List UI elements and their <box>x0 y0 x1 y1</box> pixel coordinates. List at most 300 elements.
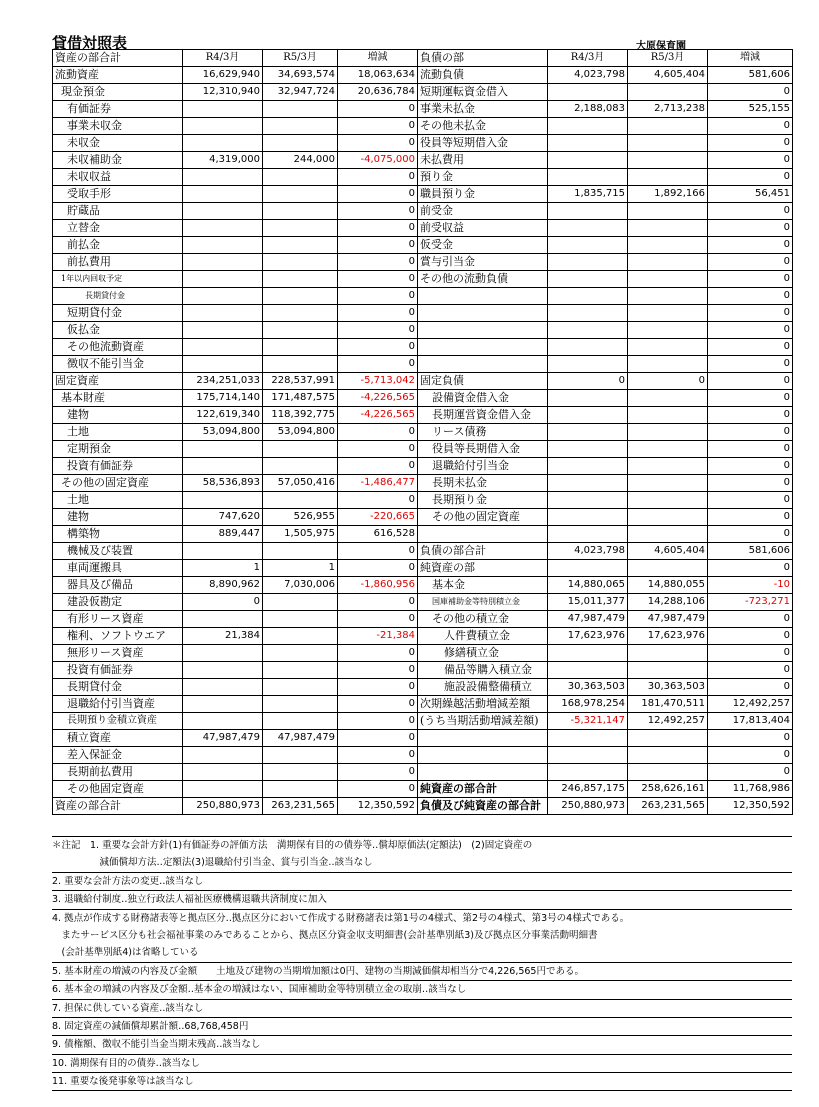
liability-label: 次期繰越活動増減差額 <box>418 696 548 713</box>
liability-r4: 15,011,377 <box>548 594 628 611</box>
liability-r4 <box>548 84 628 101</box>
asset-r4: 47,987,479 <box>183 730 263 747</box>
liability-r5: 17,623,976 <box>628 628 708 645</box>
liability-r5 <box>628 237 708 254</box>
liability-r5: 1,892,166 <box>628 186 708 203</box>
asset-diff: 0 <box>338 611 418 628</box>
asset-label: 積立資産 <box>53 730 183 747</box>
asset-r4 <box>183 747 263 764</box>
liability-diff: 581,606 <box>708 67 793 84</box>
liability-r4 <box>548 492 628 509</box>
asset-diff: 12,350,592 <box>338 798 418 815</box>
asset-label: 貯蔵品 <box>53 203 183 220</box>
liability-label: 流動負債 <box>418 67 548 84</box>
asset-r5: 47,987,479 <box>263 730 338 747</box>
asset-r5 <box>263 764 338 781</box>
asset-r5 <box>263 322 338 339</box>
asset-r5 <box>263 628 338 645</box>
asset-r5 <box>263 441 338 458</box>
asset-r5: 263,231,565 <box>263 798 338 815</box>
liability-diff: 0 <box>708 560 793 577</box>
liability-label: 役員等長期借入金 <box>418 441 548 458</box>
liability-label: 短期運転資金借入 <box>418 84 548 101</box>
asset-r4 <box>183 492 263 509</box>
liability-label: 国庫補助金等特別積立金 <box>418 594 548 611</box>
asset-r5: 244,000 <box>263 152 338 169</box>
liability-label: 前受収益 <box>418 220 548 237</box>
liability-r4 <box>548 475 628 492</box>
liability-r4 <box>548 747 628 764</box>
asset-label: 投資有価証券 <box>53 662 183 679</box>
asset-r4 <box>183 645 263 662</box>
asset-diff: 0 <box>338 543 418 560</box>
liability-label: 設備資金借入金 <box>418 390 548 407</box>
liability-r4: -5,321,147 <box>548 713 628 730</box>
asset-diff: 0 <box>338 101 418 118</box>
liability-label: その他未払金 <box>418 118 548 135</box>
note-line: 2. 重要な会計方法の変更‥該当なし <box>52 873 792 891</box>
table-row <box>53 135 793 152</box>
asset-label: 基本財産 <box>53 390 183 407</box>
asset-diff: 0 <box>338 271 418 288</box>
asset-r5 <box>263 696 338 713</box>
asset-r5 <box>263 492 338 509</box>
asset-r4 <box>183 696 263 713</box>
asset-r4 <box>183 118 263 135</box>
asset-label: 投資有価証券 <box>53 458 183 475</box>
table-row <box>53 271 793 288</box>
asset-diff: 0 <box>338 764 418 781</box>
asset-label: 車両運搬具 <box>53 560 183 577</box>
asset-r5 <box>263 747 338 764</box>
liability-r4 <box>548 288 628 305</box>
table-row <box>53 730 793 747</box>
liability-r5 <box>628 169 708 186</box>
note-line: 11. 重要な後発事象等は該当なし <box>52 1073 792 1091</box>
liability-label: 負債及び純資産の部合計 <box>418 798 548 815</box>
asset-label: 建設仮勘定 <box>53 594 183 611</box>
asset-diff: 0 <box>338 305 418 322</box>
asset-r4: 4,319,000 <box>183 152 263 169</box>
liability-label: その他の積立金 <box>418 611 548 628</box>
asset-r4 <box>183 220 263 237</box>
liability-diff: 0 <box>708 407 793 424</box>
asset-label: 徴収不能引当金 <box>53 356 183 373</box>
asset-label: 前払費用 <box>53 254 183 271</box>
asset-label: その他固定資産 <box>53 781 183 798</box>
liability-diff: 0 <box>708 203 793 220</box>
liability-r5: 30,363,503 <box>628 679 708 696</box>
liability-r4 <box>548 645 628 662</box>
liability-r5 <box>628 441 708 458</box>
liability-r4 <box>548 560 628 577</box>
asset-diff: 0 <box>338 713 418 730</box>
asset-diff: 0 <box>338 492 418 509</box>
asset-diff: 0 <box>338 237 418 254</box>
asset-label: 長期貸付金 <box>53 679 183 696</box>
asset-label: 長期預り金積立資産 <box>53 713 183 730</box>
liability-r4: 14,880,065 <box>548 577 628 594</box>
asset-r4 <box>183 662 263 679</box>
note-line: 9. 債権額、徴収不能引当金当期末残高‥該当なし <box>52 1036 792 1054</box>
asset-r4: 8,890,962 <box>183 577 263 594</box>
liability-r5 <box>628 747 708 764</box>
note-line: 8. 固定資産の減価償却累計額‥68,768,458円 <box>52 1018 792 1036</box>
liability-r4 <box>548 254 628 271</box>
table-row <box>53 509 793 526</box>
header-r4: R4/3月 <box>183 50 263 67</box>
asset-diff: 0 <box>338 186 418 203</box>
asset-label: 機械及び装置 <box>53 543 183 560</box>
note-line: 10. 満期保有目的の債券‥該当なし <box>52 1055 792 1073</box>
asset-label: 1年以内回収予定 <box>53 271 183 288</box>
liability-r5: 258,626,161 <box>628 781 708 798</box>
asset-label: 流動資産 <box>53 67 183 84</box>
asset-label: 固定資産 <box>53 373 183 390</box>
asset-diff: 0 <box>338 356 418 373</box>
liability-r5 <box>628 152 708 169</box>
liability-r4 <box>548 203 628 220</box>
liability-diff: 0 <box>708 305 793 322</box>
asset-diff: -21,384 <box>338 628 418 645</box>
liability-r5 <box>628 492 708 509</box>
liability-label: 固定負債 <box>418 373 548 390</box>
liability-diff: 0 <box>708 390 793 407</box>
asset-r5: 171,487,575 <box>263 390 338 407</box>
liability-label: 負債の部合計 <box>418 543 548 560</box>
asset-label: 器具及び備品 <box>53 577 183 594</box>
liability-diff: 0 <box>708 220 793 237</box>
header-r4b: R4/3月 <box>548 50 628 67</box>
liability-r4 <box>548 271 628 288</box>
asset-label: 立替金 <box>53 220 183 237</box>
asset-r4: 747,620 <box>183 509 263 526</box>
table-row <box>53 492 793 509</box>
liability-label <box>418 526 548 543</box>
liability-label: その他の固定資産 <box>418 509 548 526</box>
table-row <box>53 696 793 713</box>
header-liabilities: 負債の部 <box>418 50 548 67</box>
liability-r5 <box>628 662 708 679</box>
asset-r5 <box>263 135 338 152</box>
liability-r4: 17,623,976 <box>548 628 628 645</box>
liability-diff: 0 <box>708 288 793 305</box>
table-row <box>53 441 793 458</box>
table-row <box>53 118 793 135</box>
asset-r5: 1 <box>263 560 338 577</box>
liability-diff: 0 <box>708 152 793 169</box>
liability-label: 長期未払金 <box>418 475 548 492</box>
asset-r5: 7,030,006 <box>263 577 338 594</box>
asset-r4 <box>183 203 263 220</box>
asset-label: 建物 <box>53 407 183 424</box>
note-line: またサービス区分も社会福祉事業のみであることから、拠点区分資金収支明細書(会計基準別紙3)及び拠点区分事業活動明細書 <box>52 929 598 941</box>
asset-diff: 0 <box>338 662 418 679</box>
liability-r5 <box>628 118 708 135</box>
document-title: 貸借対照表 <box>52 34 128 52</box>
asset-r4: 889,447 <box>183 526 263 543</box>
asset-r4 <box>183 101 263 118</box>
asset-diff: 0 <box>338 730 418 747</box>
asset-r5 <box>263 305 338 322</box>
asset-diff: 0 <box>338 747 418 764</box>
table-row <box>53 424 793 441</box>
liability-r4 <box>548 526 628 543</box>
liability-r4: 4,023,798 <box>548 67 628 84</box>
liability-r4: 1,835,715 <box>548 186 628 203</box>
table-row <box>53 560 793 577</box>
asset-r4: 12,310,940 <box>183 84 263 101</box>
table-header-row <box>53 50 793 67</box>
asset-r4 <box>183 339 263 356</box>
asset-diff: 0 <box>338 594 418 611</box>
asset-label: 差入保証金 <box>53 747 183 764</box>
asset-diff: 0 <box>338 135 418 152</box>
liability-label: 長期預り金 <box>418 492 548 509</box>
liability-r4 <box>548 407 628 424</box>
note-line: 減価償却方法‥定額法(3)退職給付引当金、賞与引当金‥該当なし <box>52 854 792 872</box>
asset-r4 <box>183 288 263 305</box>
liability-label: 修繕積立金 <box>418 645 548 662</box>
table-row <box>53 781 793 798</box>
asset-diff: -5,713,042 <box>338 373 418 390</box>
balance-sheet-table <box>52 49 793 815</box>
liability-r4: 2,188,083 <box>548 101 628 118</box>
asset-diff: 0 <box>338 220 418 237</box>
asset-label: 前払金 <box>53 237 183 254</box>
asset-r5 <box>263 611 338 628</box>
liability-diff: 0 <box>708 424 793 441</box>
liability-diff: 0 <box>708 169 793 186</box>
asset-r5 <box>263 679 338 696</box>
table-row <box>53 798 793 815</box>
liability-r5 <box>628 288 708 305</box>
note-line: 5. 基本財産の増減の内容及び金額 土地及び建物の当期増加額は0円、建物の当期減価償却相当分で4,226,565円である。 <box>52 963 792 981</box>
table-row <box>53 288 793 305</box>
asset-label: 現金預金 <box>53 84 183 101</box>
asset-diff: 18,063,634 <box>338 67 418 84</box>
asset-diff: 0 <box>338 254 418 271</box>
liability-r5 <box>628 390 708 407</box>
asset-r5: 228,537,991 <box>263 373 338 390</box>
liability-r5: 14,880,055 <box>628 577 708 594</box>
liability-label <box>418 305 548 322</box>
liability-r5: 263,231,565 <box>628 798 708 815</box>
table-row <box>53 356 793 373</box>
table-row <box>53 458 793 475</box>
liability-diff: 581,606 <box>708 543 793 560</box>
asset-label: その他流動資産 <box>53 339 183 356</box>
liability-r5: 4,605,404 <box>628 67 708 84</box>
note-line: ＊注記 1. 重要な会計方針(1)有価証券の評価方法 満期保有目的の債券等‥償却原価法(定額法) (2)固定資産の <box>52 840 533 851</box>
asset-r5 <box>263 237 338 254</box>
liability-r4: 47,987,479 <box>548 611 628 628</box>
asset-diff: 0 <box>338 696 418 713</box>
liability-r5: 47,987,479 <box>628 611 708 628</box>
liability-r4: 246,857,175 <box>548 781 628 798</box>
asset-r4 <box>183 305 263 322</box>
liability-r5 <box>628 254 708 271</box>
liability-label <box>418 356 548 373</box>
asset-label: 長期前払費用 <box>53 764 183 781</box>
header-diff: 増減 <box>338 50 418 67</box>
asset-r4: 16,629,940 <box>183 67 263 84</box>
liability-r5 <box>628 271 708 288</box>
table-row <box>53 764 793 781</box>
liability-diff: 11,768,986 <box>708 781 793 798</box>
liability-diff: 0 <box>708 764 793 781</box>
asset-r4 <box>183 781 263 798</box>
liability-diff: 0 <box>708 373 793 390</box>
asset-label: 未収金 <box>53 135 183 152</box>
asset-r4 <box>183 322 263 339</box>
liability-r5 <box>628 220 708 237</box>
asset-diff: 0 <box>338 458 418 475</box>
table-row <box>53 220 793 237</box>
asset-r5 <box>263 203 338 220</box>
liability-diff: 0 <box>708 679 793 696</box>
asset-diff: 0 <box>338 424 418 441</box>
table-row <box>53 390 793 407</box>
asset-label: 有形リース資産 <box>53 611 183 628</box>
asset-label: 権利、ソフトウエア <box>53 628 183 645</box>
liability-r5 <box>628 509 708 526</box>
asset-diff: 616,528 <box>338 526 418 543</box>
asset-r4 <box>183 237 263 254</box>
asset-label: 有価証券 <box>53 101 183 118</box>
asset-r4: 250,880,973 <box>183 798 263 815</box>
liability-label: 施設設備整備積立 <box>418 679 548 696</box>
liability-label: 役員等短期借入金 <box>418 135 548 152</box>
asset-diff: 0 <box>338 118 418 135</box>
liability-diff: 0 <box>708 356 793 373</box>
asset-diff: -4,075,000 <box>338 152 418 169</box>
liability-r5 <box>628 458 708 475</box>
liability-label: 職員預り金 <box>418 186 548 203</box>
liability-diff: 17,813,404 <box>708 713 793 730</box>
liability-label: 基本金 <box>418 577 548 594</box>
liability-r5: 181,470,511 <box>628 696 708 713</box>
asset-r4: 21,384 <box>183 628 263 645</box>
note-line: 3. 退職給付制度‥独立行政法人福祉医療機構退職共済制度に加入 <box>52 891 792 909</box>
asset-r5 <box>263 288 338 305</box>
liability-diff: 0 <box>708 458 793 475</box>
liability-r4 <box>548 305 628 322</box>
asset-r5: 53,094,800 <box>263 424 338 441</box>
asset-label: 建物 <box>53 509 183 526</box>
liability-label <box>418 764 548 781</box>
asset-r5: 526,955 <box>263 509 338 526</box>
liability-r4 <box>548 152 628 169</box>
asset-label: 長期貸付金 <box>53 288 183 305</box>
asset-label: 未収補助金 <box>53 152 183 169</box>
liability-r5 <box>628 475 708 492</box>
asset-label: 無形リース資産 <box>53 645 183 662</box>
liability-r4 <box>548 322 628 339</box>
table-row <box>53 611 793 628</box>
table-row <box>53 339 793 356</box>
note-line: 6. 基本金の増減の内容及び金額‥基本金の増減はない、国庫補助金等特別積立金の取崩‥該当なし <box>52 981 792 999</box>
asset-r5 <box>263 271 338 288</box>
asset-diff: 0 <box>338 169 418 186</box>
table-row <box>53 254 793 271</box>
asset-r4 <box>183 611 263 628</box>
header-assets: 資産の部合計 <box>53 50 183 67</box>
table-row <box>53 679 793 696</box>
asset-label: 土地 <box>53 492 183 509</box>
asset-r5 <box>263 186 338 203</box>
liability-r5: 12,492,257 <box>628 713 708 730</box>
liability-label: その他の流動負債 <box>418 271 548 288</box>
asset-r4: 234,251,033 <box>183 373 263 390</box>
liability-r4: 0 <box>548 373 628 390</box>
asset-r5 <box>263 781 338 798</box>
table-row <box>53 84 793 101</box>
liability-diff: 0 <box>708 645 793 662</box>
liability-r4: 30,363,503 <box>548 679 628 696</box>
liability-diff: 0 <box>708 271 793 288</box>
liability-r5 <box>628 764 708 781</box>
asset-r4 <box>183 169 263 186</box>
liability-r5 <box>628 526 708 543</box>
liability-diff: 12,492,257 <box>708 696 793 713</box>
liability-r4 <box>548 441 628 458</box>
liability-r5 <box>628 730 708 747</box>
liability-diff: 0 <box>708 628 793 645</box>
liability-label: 備品等購入積立金 <box>418 662 548 679</box>
liability-label <box>418 339 548 356</box>
asset-r5: 1,505,975 <box>263 526 338 543</box>
liability-label: (うち当期活動増減差額) <box>418 713 548 730</box>
asset-diff: -220,665 <box>338 509 418 526</box>
asset-label: 仮払金 <box>53 322 183 339</box>
asset-r4 <box>183 713 263 730</box>
liability-diff: -10 <box>708 577 793 594</box>
asset-r4 <box>183 186 263 203</box>
liability-label <box>418 322 548 339</box>
organization-name: 大原保育園 <box>636 41 686 52</box>
asset-r4: 175,714,140 <box>183 390 263 407</box>
asset-r5 <box>263 662 338 679</box>
liability-r5: 4,605,404 <box>628 543 708 560</box>
table-row <box>53 101 793 118</box>
asset-r4: 0 <box>183 594 263 611</box>
asset-r4 <box>183 271 263 288</box>
liability-r5: 0 <box>628 373 708 390</box>
liability-diff: 0 <box>708 475 793 492</box>
liability-r5 <box>628 322 708 339</box>
table-row <box>53 186 793 203</box>
liability-r5 <box>628 356 708 373</box>
liability-diff: 0 <box>708 118 793 135</box>
table-row <box>53 475 793 492</box>
liability-diff: 0 <box>708 526 793 543</box>
liability-diff: 0 <box>708 662 793 679</box>
asset-r5 <box>263 220 338 237</box>
asset-r4 <box>183 679 263 696</box>
asset-r4: 1 <box>183 560 263 577</box>
asset-diff: -4,226,565 <box>338 407 418 424</box>
asset-diff: 0 <box>338 781 418 798</box>
liability-label: 人件費積立金 <box>418 628 548 645</box>
asset-r5 <box>263 169 338 186</box>
table-row <box>53 526 793 543</box>
liability-diff: 0 <box>708 135 793 152</box>
liability-label: 預り金 <box>418 169 548 186</box>
asset-diff: 0 <box>338 322 418 339</box>
liability-label: 前受金 <box>418 203 548 220</box>
liability-r4 <box>548 339 628 356</box>
